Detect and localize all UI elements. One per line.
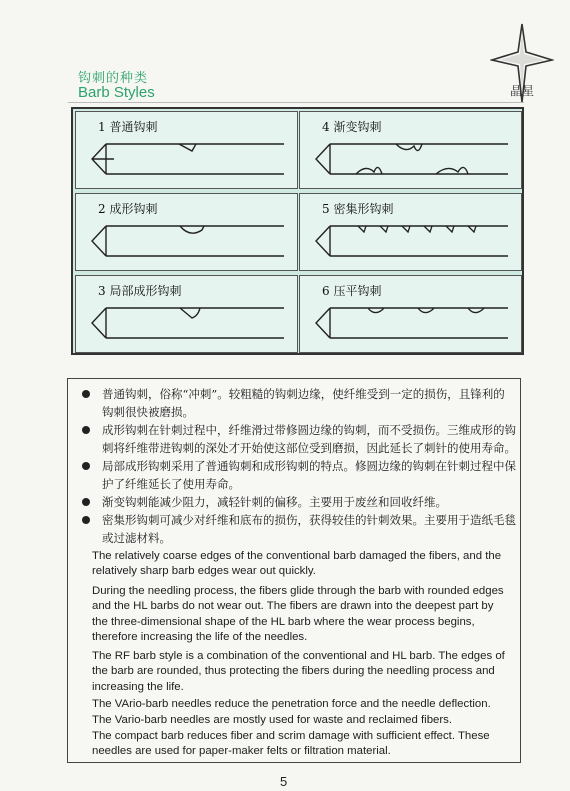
barb-label-2: 2 成形钩刺 bbox=[98, 202, 158, 216]
barb-styles-panel bbox=[71, 107, 524, 355]
note-cn-4: 渐变钩刺能减少阻力，减轻针刺的偏移。主要用于废丝和回收纤维。 bbox=[80, 493, 516, 511]
barb-notes-box bbox=[67, 378, 521, 763]
barb-label-3: 3 局部成形钩刺 bbox=[98, 284, 182, 298]
barb-cell-3 bbox=[75, 275, 298, 353]
logo-text: 晶星 bbox=[509, 84, 535, 98]
rf-barb-needle-icon bbox=[84, 298, 289, 348]
bullet-icon bbox=[82, 390, 90, 398]
note-cn-3: 局部成形钩刺采用了普通钩刺和成形钩刺的特点。修圆边缘的钩刺在针刺过程中保护了纤维延长了使用寿命。 bbox=[80, 457, 516, 493]
star-logo-icon bbox=[490, 22, 554, 104]
note-en-2: During the needling process, the fibers glide through the barb with rounded edges and the HL barbs do not wear out. The fibers are drawn into the deepest part by the three-dimensional shape of the HL barb where the wear process begins, therefore increasing the life of the needles. bbox=[92, 585, 504, 644]
note-en-3: The RF barb style is a combination of the conventional and HL barb. The edges of the barb are rounded, thus protecting the fibers during the needling process and increasing the life. bbox=[92, 650, 505, 693]
bullet-icon bbox=[82, 426, 90, 434]
barb-cell-5 bbox=[299, 193, 522, 271]
note-en-6: The compact barb reduces fiber and scrim damage with sufficient effect. These needles are used for paper-maker felts or filtration material. bbox=[92, 730, 490, 758]
note-en-1: The relatively coarse edges of the conventional barb damaged the fibers, and the relatively sharp barb edges wear out quickly. bbox=[92, 550, 502, 578]
notes-cn-list bbox=[80, 385, 516, 547]
note-en-5: The Vario-barb needles are mostly used for waste and reclaimed fibers. bbox=[92, 714, 453, 726]
barb-label-6: 6 压平钩刺 bbox=[322, 284, 382, 298]
barb-cell-6 bbox=[299, 275, 522, 353]
note-cn-2: 成形钩刺在针刺过程中，纤维滑过带修圆边缘的钩刺，而不受损伤。三维成形的钩刺将纤维带进钩刺的深处才开始使这部位受到磨损，因此延长了刺针的使用寿命。 bbox=[80, 421, 516, 457]
conventional-barb-needle-icon bbox=[84, 134, 289, 184]
compact-barb-needle-icon bbox=[308, 216, 513, 266]
section-title-en: Barb Styles bbox=[78, 84, 155, 101]
barb-cell-1 bbox=[75, 111, 298, 189]
flattened-barb-needle-icon bbox=[308, 298, 513, 348]
barb-label-1: 1 普通钩刺 bbox=[98, 120, 158, 134]
vario-barb-needle-icon bbox=[308, 134, 513, 184]
note-en-4: The VArio-barb needles reduce the penetration force and the needle deflection. bbox=[92, 698, 491, 710]
formed-barb-needle-icon bbox=[84, 216, 289, 266]
bullet-icon bbox=[82, 516, 90, 524]
page-number: 5 bbox=[280, 774, 288, 789]
note-cn-5: 密集形钩刺可减少对纤维和底布的损伤，获得较佳的针刺效果。主要用于造纸毛毯或过滤材料。 bbox=[80, 511, 516, 547]
bullet-icon bbox=[82, 462, 90, 470]
bullet-icon bbox=[82, 498, 90, 506]
barb-cell-2 bbox=[75, 193, 298, 271]
header-divider bbox=[68, 102, 524, 103]
barb-label-4: 4 渐变钩刺 bbox=[322, 120, 382, 134]
barb-cell-4 bbox=[299, 111, 522, 189]
note-cn-1: 普通钩刺，俗称“冲刺”。较粗糙的钩刺边缘，使纤维受到一定的损伤，且锋利的钩刺很快被磨损。 bbox=[80, 385, 516, 421]
barb-label-5: 5 密集形钩刺 bbox=[322, 202, 394, 216]
section-title-cn: 钩刺的种类 bbox=[78, 71, 149, 86]
